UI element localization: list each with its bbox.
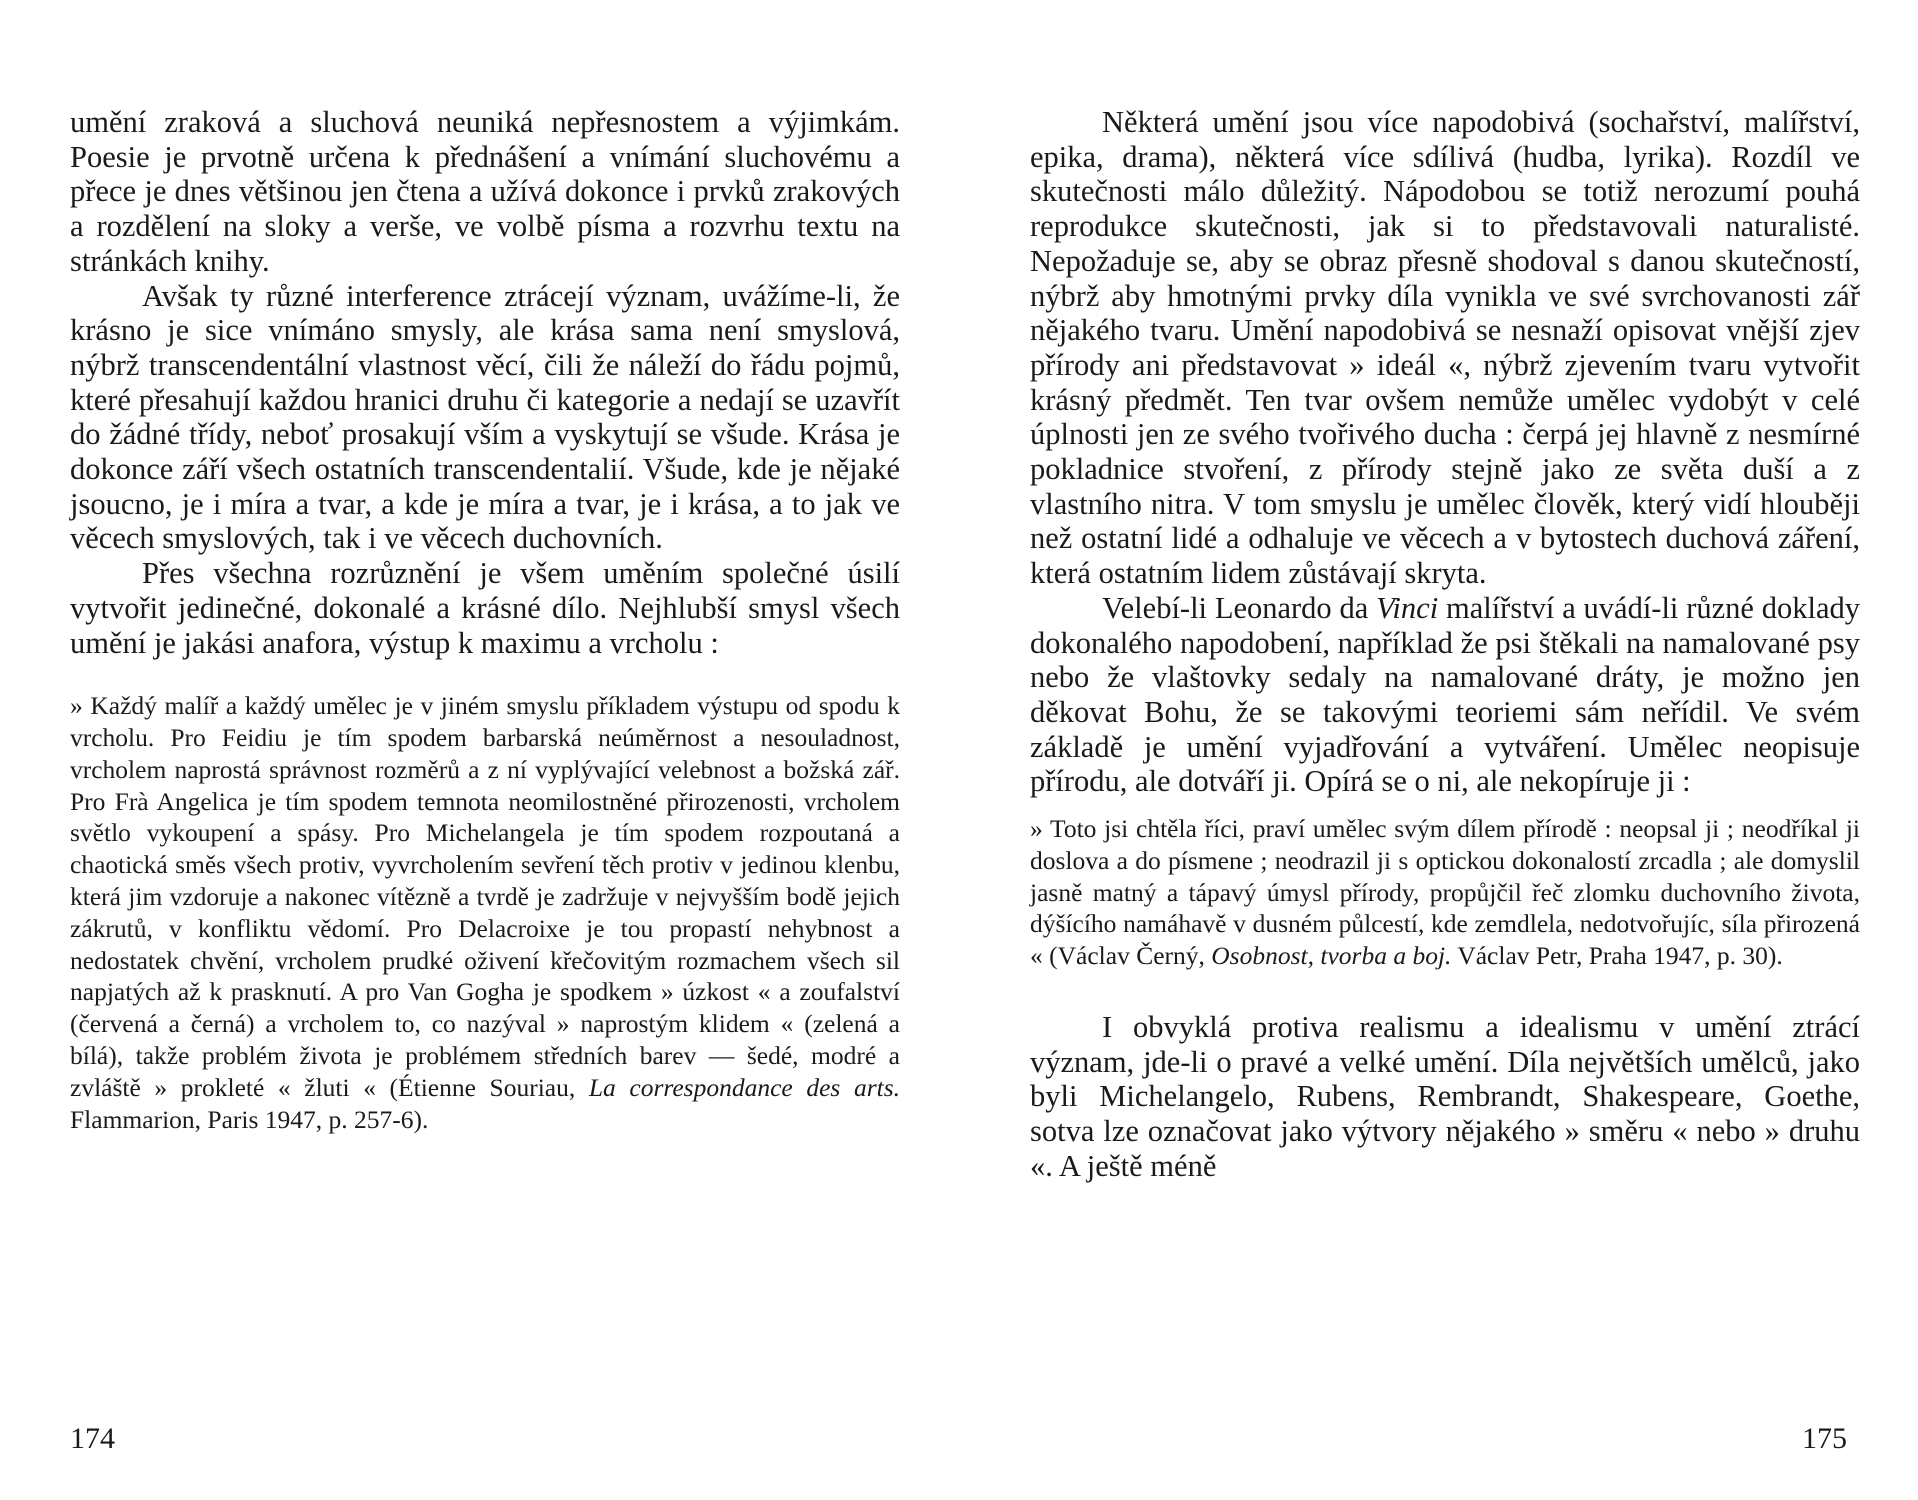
- right-quote-source-title: Osobnost, tvorba a boj.: [1211, 941, 1452, 971]
- right-quote-text: » Toto jsi chtěla říci, praví umělec svým dílem přírodě : neopsal ji ; neodříkal ji doslova a do písmene ; neodrazil ji s optickou dokonalostí zrcadla ; ale domyslil jasně matný a tápavý úmysl přírody, propůjčil řeč zlomku duchovního života, dýšícího namáhavě v dusném půlcestí, kde zemdlela, nedotvořujíc, síla přirozená « (Václav Černý,: [1030, 814, 1860, 971]
- left-block-quote: [70, 690, 900, 1135]
- right-paragraph-2: [1030, 591, 1860, 799]
- right-paragraph-3: I obvyklá protiva realismu a idealismu v umění ztrácí význam, jde-li o pravé a velké umění. Díla největších umělců, jako byli Michelangelo, Rubens, Rembrandt, Shakespeare, Goethe, sotva lze označovat jako výtvory nějakého » směru « nebo » druhu «. A ještě méně: [1030, 1010, 1860, 1183]
- left-paragraph-2: Avšak ty různé interference ztrácejí význam, uvážíme-li, že krásno je sice vnímáno smysly, ale krása sama není smyslová, nýbrž transcendentální vlastnost věcí, čili že náleží do řádu pojmů, které přesahují každou hranici druhu či kategorie a nedají se uzavřít do žádné třídy, neboť prosakují vším a vyskytují se všude. Krása je dokonce září všech ostatních transcendentalií. Všude, kde je nějaké jsoucno, je i míra a tvar, a kde je míra a tvar, je i krása, a to jak ve věcech smyslových, tak i ve věcech duchovních.: [70, 278, 900, 556]
- left-paragraph-3: Přes všechna rozrůznění je všem uměním společné úsilí vytvořit jedinečné, dokonalé a krásné dílo. Nejhlubší smysl všech umění je jakási anafora, výstup k maximu a vrcholu :: [70, 556, 900, 660]
- left-paragraph-1: umění zraková a sluchová neuniká nepřesnostem a výjimkám. Poesie je prvotně určena k přednášení a vnímání sluchovému a přece je dnes většinou jen čtena a užívá dokonce i prvků zrakových a rozdělení na sloky a verše, ve volbě písma a rozvrhu textu na stránkách knihy.: [70, 105, 900, 278]
- right-paragraph-2-after: malířství a uvádí-li různé doklady dokonalého napodobení, například že psi štěkali na namalované psy nebo že vlaštovky sedaly na namalované dráty, je možno jen děkovat Bohu, že se takovými teoriemi sám neřídil. Ve svém základě je umění vyjadřování a vytváření. Umělec neopisuje přírodu, ale dotváří ji. Opírá se o ni, ale nekopíruje ji :: [1030, 590, 1860, 799]
- left-page: [70, 105, 900, 1135]
- right-quote-source-tail: Václav Petr, Praha 1947, p. 30).: [1457, 941, 1783, 971]
- right-paragraph-1: Některá umění jsou více napodobivá (sochařství, malířství, epika, drama), některá více sdílivá (hudba, lyrika). Rozdíl ve skutečnosti málo důležitý. Nápodobou se totiž nerozumí pouhá reprodukce skutečnosti, jak si to představovali naturalisté. Nepožaduje se, aby se obraz přesně shodoval s danou skutečností, nýbrž aby hmotnými prvky díla vynikla ve své svrchovanosti zář nějakého tvaru. Umění napodobivá se nesnaží opisovat vnější zjev přírody ani představovat » ideál «, nýbrž zjevením tvaru vytvořit krásný předmět. Ten tvar ovšem nemůže umělec vydobýt v celé úplnosti jen ze svého tvořivého ducha : čerpá jej hlavně z nesmírné pokladnice stvoření, z přírody stejně jako ze světa duší a z vlastního nitra. V tom smyslu je umělec člověk, který vidí hlouběji než ostatní lidé a odhaluje ve věcech a v bytostech duchová záření, která ostatním lidem zůstávají skryta.: [1030, 105, 1860, 591]
- right-paragraph-2-italic: Vinci: [1376, 590, 1439, 625]
- right-page: [1030, 105, 1860, 1184]
- right-paragraph-2-before: Velebí-li Leonardo da: [1102, 590, 1369, 625]
- page-number-right: 175: [1802, 1422, 1847, 1455]
- left-quote-text: » Každý malíř a každý umělec je v jiném smyslu příkladem výstupu od spodu k vrcholu. Pro Feidiu je tím spodem barbarská neúměrnost a nesouladnost, vrcholem naprostá správnost rozměrů a z ní vyplývající velebnost a božská zář. Pro Frà Angelica je tím spodem temnota neomilostněné přirozenosti, vrcholem světlo vykoupení a spásy. Pro Michelangela je tím spodem rozpoutaná a chaotická směs všech protiv, vyvrcholením sevření těch protiv v jedinou klenbu, která jim vzdoruje a nakonec vítězně a tvrdě je zadržuje v nejvyšším bodě jejich zákrutů, v konfliktu vědomí. Pro Delacroixe je tou propastí nehybnost a nedostatek chvění, vrcholem prudké oživení křečovitým rozmachem všech sil napjatých až k prasknutí. A pro Van Gogha je spodkem » úzkost « a zoufalství (červená a černá) a vrcholem to, co nazýval » naprostým klidem « (zelená a bílá), takže problém života je problémem středních barev — šedé, modré a zvláště » prokleté « žluti « (Étienne Souriau,: [70, 691, 900, 1102]
- left-quote-source-title: La correspondance des arts.: [588, 1072, 901, 1102]
- left-quote-source-tail: Flammarion, Paris 1947, p. 257-6).: [70, 1104, 429, 1134]
- right-block-quote: [1030, 813, 1860, 972]
- page-number-left: 174: [70, 1422, 115, 1455]
